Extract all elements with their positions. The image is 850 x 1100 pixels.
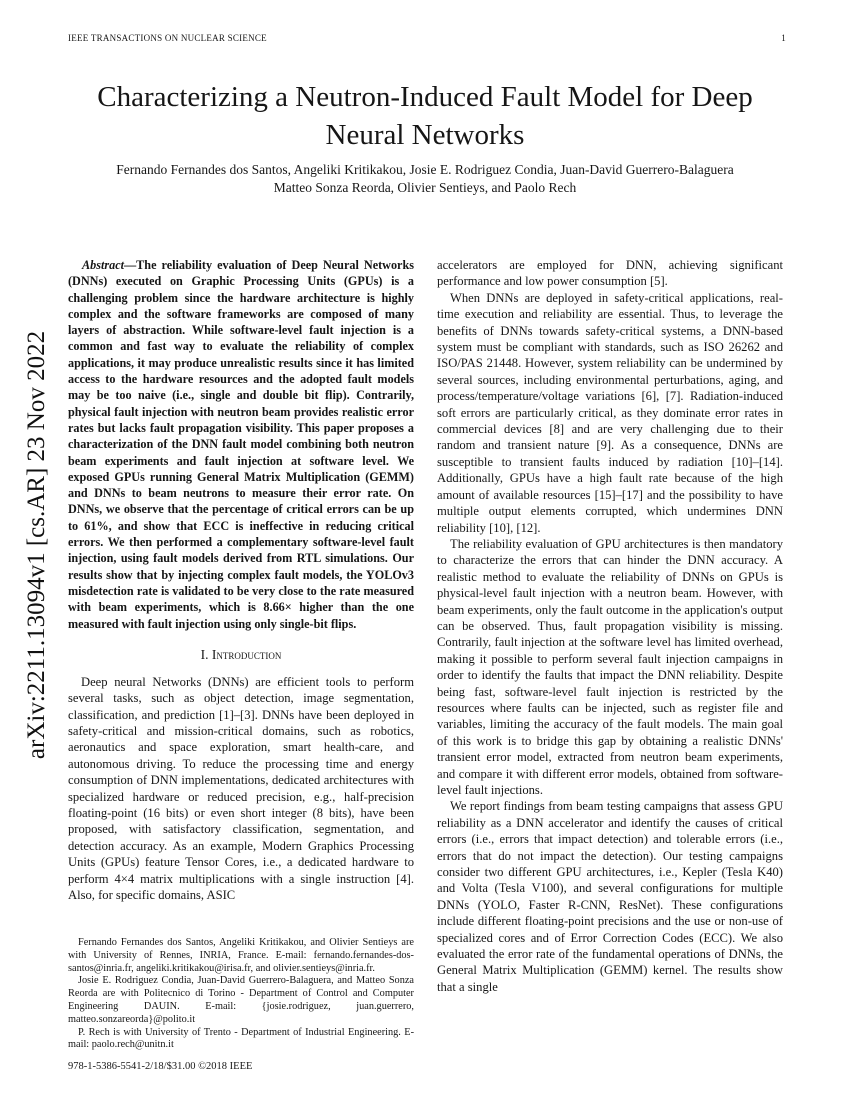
footnote-affiliation-2: Josie E. Rodriguez Condia, Juan-David Guerrero-Balaguera, and Matteo Sonza Reorda are with Politecnico di Torino - Department of Control and Computer Engineering DAUIN. E-mail: {josie.rodriguez, juan.guerrero, matteo.sonzareorda}@polito.it [68, 975, 414, 1025]
author-list [60, 161, 790, 197]
introduction-paragraph: Deep neural Networks (DNNs) are efficient tools to perform several tasks, such as object detection, image segmentation, classification, and prediction [1]–[3]. DNNs have been deployed in safety-critical and mission-critical domains, such as robotics, aeronautics and space exploration, smart health-care, and autonomous driving. To reduce the processing time and energy consumption of DNN implementations, dedicated architectures with specialized hardware or reduced precision, e.g., half-precision floating-point (16 bits) or even short integer (8 bits), have been proposed, with satisfactory classification, segmentation, and detection accuracy. As an example, Modern Graphics Processing Units (GPUs) feature Tensor Cores, i.e., a dedicated hardware to perform 4×4 matrix multiplications with a single instruction [4]. Also, for specific domains, ASIC [68, 674, 414, 903]
body-paragraph-findings: We report findings from beam testing campaigns that assess GPU reliability as a DNN accelerator and identify the causes of critical errors (i.e., errors that impact detection) and tolerable errors (i.e., errors that do not impact the detection). Our testing campaigns consider two different GPU architectures, i.e., Kepler (Tesla K40) and Volta (Tesla V100), and several configurations for multiple DNNs (YOLO, Faster R-CNN, ResNet). These configurations include different floating-point precisions and the use or non-use of specialized cores and of Error Correction Codes (ECC). We also evaluated the error rate of the fundamental operations of DNNs, the General Matrix Multiplication (GEMM) kernel. The results show that a single [437, 799, 783, 994]
abstract-label: Abstract [82, 258, 124, 272]
author-line-2: Matteo Sonza Reorda, Olivier Sentieys, and Paolo Rech [273, 180, 577, 195]
paper-title: Characterizing a Neutron-Induced Fault Model for Deep Neural Networks [97, 81, 753, 151]
page-number: 1 [781, 33, 786, 43]
body-paragraph-reliability-evaluation: The reliability evaluation of GPU architectures is then mandatory to characterize the errors that can hinder the DNN accuracy. A realistic method to evaluate the reliability of DNNs on GPUs is physical-level fault injection with a neutron beam. However, with beam experiments, only the fault outcome in the application's output can be observed. Thus, fault propagation visibility is missing. Contrarily, fault injection at the software level has limited overhead, making it possible to perform several fault injection campaigns in order to identify the faults that impact the DNN reliability. Despite being fast, software-level fault injection is restricted by the resources where faults can be injected, such as register file and variables, limiting the accuracy of the fault models. The main goal of this work is to bridge this gap by obtaining a realistic DNNs' transient error model, extracted from neutron beam experiments, and compare it with different error models, obtained from software-level fault injections. [437, 536, 783, 797]
running-head-journal: IEEE TRANSACTIONS ON NUCLEAR SCIENCE [68, 33, 267, 43]
abstract-text: —The reliability evaluation of Deep Neural Networks (DNNs) executed on Graphic Processing Units (GPUs) is a challenging problem since the hardware architecture is highly complex and the software frameworks are composed of many layers of abstraction. While software-level fault injection is a common and fast way to evaluate the reliability of complex applications, it may produce unrealistic results since it has limited access to the hardware resources and the adopted fault models may be too naive (i.e., single and double bit flip). Contrarily, physical fault injection with neutron beam provides realistic error rates but lacks fault propagation visibility. This paper proposes a characterization of the DNN fault model combining both neutron beam experiments and fault injection at software level. We exposed GPUs running General Matrix Multiplication (GEMM) and DNNs to beam neutrons to measure their error rate. On DNNs, we observe that the percentage of critical errors can be up to 61%, and show that ECC is ineffective in reducing critical errors. We then performed a complementary software-level fault injection, using fault models derived from RTL simulations. Our results show that by injecting complex fault models, the YOLOv3 misdetection rate is validated to be very close to the rate measured with beam experiments, which is 8.66× higher than the one measured with fault injection using only single-bit flips. [68, 258, 414, 631]
left-column [68, 257, 414, 1074]
footnote-affiliation-3: P. Rech is with University of Trento - Department of Industrial Engineering. E-mail: paolo.rech@unitn.it [68, 1026, 414, 1051]
body-paragraph-continuation: accelerators are employed for DNN, achieving significant performance and low power consumption [5]. [437, 258, 783, 289]
footnote-affiliation-1: Fernando Fernandes dos Santos, Angeliki Kritikakou, and Olivier Sentieys are with University of Rennes, INRIA, France. E-mail: fernando.fernandes-dos-santos@inria.fr, angeliki.kritikakou@irisa.fr, and olivier.sentieys@inria.fr. [68, 937, 414, 974]
body-paragraph-safety-critical: When DNNs are deployed in safety-critical applications, real-time execution and reliability are essential. Thus, to leverage the benefits of DNNs towards safety-critical systems, a DNN-based system must be compliant with standards, such as ISO 26262 and ISO/PAS 21448. However, system reliability can be undermined by several sources, including environmental perturbations, aging, and process/temperature/voltage variations [6], [7]. Radiation-induced soft errors are particularly critical, as they dominate error rates in commercial devices [8] and are very challenging due to their random and transient nature [9]. As a consequence, DNNs are susceptible to transient faults induced by radiation [10]–[14]. Additionally, GPUs have a high fault rate because of the high amount of available resources [15]–[17] and the possibility to have multiple output elements corrupted, which undermines DNN reliability [10], [12]. [437, 290, 783, 535]
section-heading-introduction: I. Introduction [200, 646, 282, 662]
abstract [68, 257, 414, 632]
running-head [68, 33, 786, 43]
arxiv-identifier: arXiv:2211.13094v1 [cs.AR] 23 Nov 2022 [23, 330, 50, 760]
footnote-block [68, 937, 414, 1074]
author-line-1: Fernando Fernandes dos Santos, Angeliki Kritikakou, Josie E. Rodriguez Condia, Juan-David Guerrero-Balaguera [116, 162, 734, 177]
right-column [437, 257, 783, 995]
copyright-line: 978-1-5386-5541-2/18/$31.00 ©2018 IEEE [68, 1061, 253, 1073]
